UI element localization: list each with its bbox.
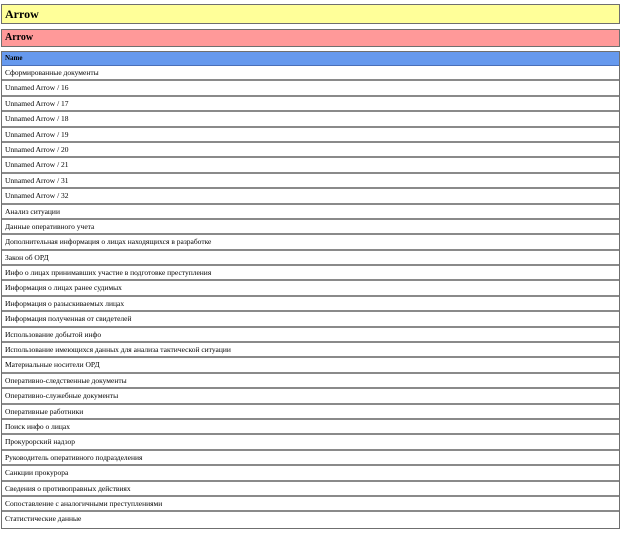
table-row: Материальные носители ОРД <box>2 358 619 373</box>
table-row: Оперативно-служебные документы <box>2 389 619 404</box>
column-header-name: Name <box>2 52 619 66</box>
table-row: Прокурорский надзор <box>2 435 619 450</box>
table-row: Использование имеющихся данных для анализа тактической ситуации <box>2 343 619 358</box>
table-row: Unnamed Arrow / 19 <box>2 128 619 143</box>
table-row: Сформированные документы <box>2 66 619 81</box>
table-row: Unnamed Arrow / 17 <box>2 97 619 112</box>
table-row: Сопоставление с аналогичными преступлениями <box>2 497 619 512</box>
table-row: Информация о разыскиваемых лицах <box>2 297 619 312</box>
arrow-table <box>1 51 620 529</box>
table-row: Статистические данные <box>2 512 619 527</box>
table-row: Unnamed Arrow / 21 <box>2 158 619 173</box>
table-row: Закон об ОРД <box>2 251 619 266</box>
section-header: Arrow <box>1 29 620 47</box>
table-row: Информация полученная от свидетелей <box>2 312 619 327</box>
table-row: Unnamed Arrow / 16 <box>2 81 619 96</box>
table-body <box>2 66 619 528</box>
table-row: Unnamed Arrow / 31 <box>2 174 619 189</box>
table-row: Анализ ситуации <box>2 205 619 220</box>
table-row: Инфо о лицах принимавших участие в подготовке преступления <box>2 266 619 281</box>
table-row: Данные оперативного учета <box>2 220 619 235</box>
table-row: Руководитель оперативного подразделения <box>2 451 619 466</box>
table-row: Дополнительная информация о лицах находящихся в разработке <box>2 235 619 250</box>
table-row: Оперативно-следственные документы <box>2 374 619 389</box>
table-row: Сведения о противоправных действиях <box>2 482 619 497</box>
table-row: Санкции прокурора <box>2 466 619 481</box>
table-row: Оперативные работники <box>2 405 619 420</box>
table-row: Использование добытой инфо <box>2 328 619 343</box>
page-title: Arrow <box>1 4 620 24</box>
table-row: Unnamed Arrow / 32 <box>2 189 619 204</box>
table-row: Поиск инфо о лицах <box>2 420 619 435</box>
table-row: Информация о лицах ранее судимых <box>2 281 619 296</box>
table-row: Unnamed Arrow / 18 <box>2 112 619 127</box>
table-row: Unnamed Arrow / 20 <box>2 143 619 158</box>
